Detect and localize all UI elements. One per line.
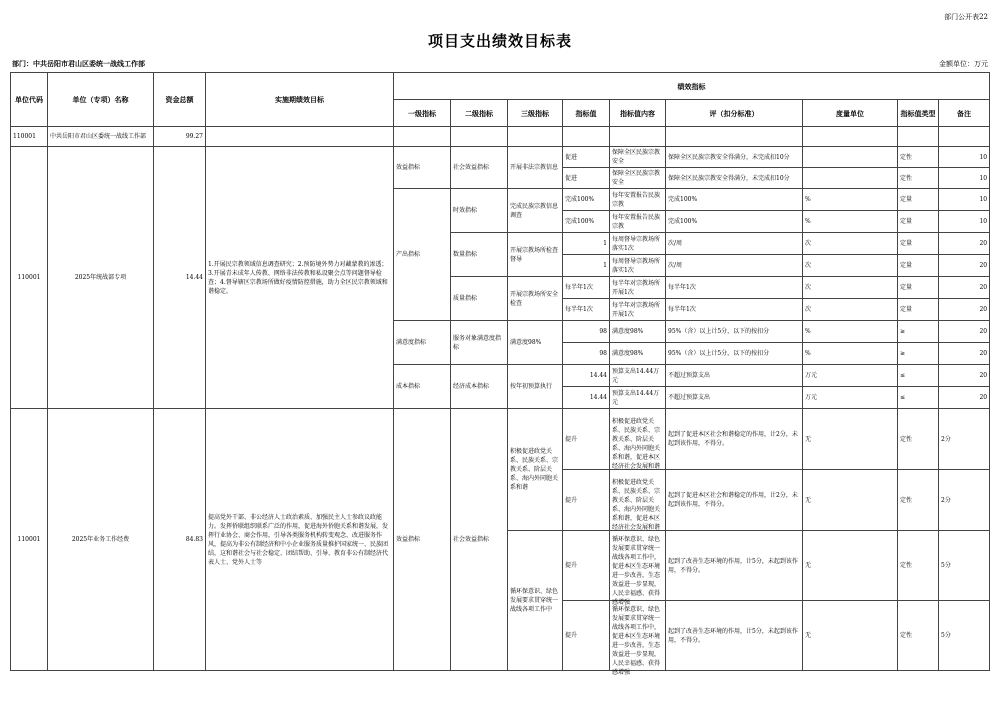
cell-content: 保障全区民族宗教安全 (610, 168, 666, 189)
p1-l2-service: 服务对象满意度指标 (451, 321, 508, 365)
cell-note: 20 (939, 387, 990, 409)
summary-name: 中共岳阳市君山区委统一战线工作部 (48, 127, 154, 147)
cell-content: 每半年对宗教场所开展1次 (610, 277, 666, 299)
cell-measure: % (803, 343, 898, 365)
summary-code: 110001 (11, 127, 48, 147)
cell-type: ≥ (898, 321, 939, 343)
p2-l3-b: 循环保意识、绿色发展要求贯穿统一战线各项工作中 (508, 531, 563, 671)
p1-l3-f: 按年初预算执行 (508, 365, 563, 409)
cell-measure: 无 (803, 601, 898, 671)
header-measure: 度量单位 (803, 100, 898, 127)
cell-value: 14.44 (563, 365, 610, 387)
cell-value: 1 (563, 255, 610, 277)
cell-type: 定性 (898, 147, 939, 168)
cell-scoring: 不超过预算支出 (666, 387, 803, 409)
p1-l2-time: 时效指标 (451, 189, 508, 233)
header-scoring: 评（扣分标准） (666, 100, 803, 127)
cell-scoring: 完成100% (666, 211, 803, 233)
cell-scoring: 保障全区民族宗教安全得满分，未完成扣10分 (666, 168, 803, 189)
header-type: 指标值类型 (898, 100, 939, 127)
cell-content: 积极促进政党关系、民族关系、宗教关系、阶层关系、海内外同胞关系和谐，促进本区经济社会发展和谐 (612, 418, 661, 470)
cell-note: 2分 (939, 409, 990, 470)
cell-scoring: 每半年1次 (666, 299, 803, 321)
p1-l2-quantity: 数量指标 (451, 233, 508, 277)
cell-measure (803, 168, 898, 189)
cell-value: 完成100% (563, 189, 610, 211)
project1-name: 2025年统战部专项 (48, 147, 154, 409)
p1-l1-effect: 效益指标 (394, 147, 451, 189)
table-row (11, 409, 990, 470)
cell-measure: % (803, 211, 898, 233)
header-content: 指标值内容 (610, 100, 666, 127)
cell-note: 20 (939, 255, 990, 277)
cell-value: 促进 (563, 147, 610, 168)
cell-type: 定量 (898, 233, 939, 255)
cell-measure: 无 (803, 531, 898, 601)
cell-content: 预算支出14.44万元 (610, 365, 666, 387)
cell-note: 20 (939, 233, 990, 255)
cell-scoring: 完成100% (666, 189, 803, 211)
cell-scoring: 次/周 (666, 255, 803, 277)
cell-value: 98 (563, 321, 610, 343)
p2-l1: 效益指标 (394, 409, 451, 671)
page-title: 项目支出绩效目标表 (427, 32, 572, 50)
cell-content: 每周督导宗教场所落实1次 (610, 255, 666, 277)
header-note: 备注 (939, 100, 990, 127)
cell-scoring: 起到了改善生态环境的作用，计5分，未起到该作用，不得分。 (666, 601, 803, 671)
cell-type: 定量 (898, 189, 939, 211)
cell-type: 定性 (898, 531, 939, 601)
cell-type: 定性 (898, 168, 939, 189)
p1-l3-c: 开展宗教场所检查督导 (508, 233, 563, 277)
p1-l2-quality: 质量指标 (451, 277, 508, 321)
cell-type: 定量 (898, 277, 939, 299)
cell-measure: 无 (803, 470, 898, 531)
cell-scoring: 95%（含）以上计5分，以下的按扣分 (666, 343, 803, 365)
project2-funds: 84.83 (154, 409, 206, 671)
cell-measure: 次 (803, 233, 898, 255)
performance-table (10, 72, 990, 676)
project1-funds: 14.44 (154, 147, 206, 409)
cell-content: 积极促进政党关系、民族关系、宗教关系、阶层关系、海内外同胞关系和谐，促进本区经济社会发展和谐 (612, 479, 661, 531)
cell-content: 循环保意识、绿色发展要求贯穿统一战线各项工作中，促进本区生态环境进一步改善，生态效益进一步显现，人民幸福感、获得感增强 (612, 535, 661, 606)
cell-value: 1 (563, 233, 610, 255)
cell-scoring: 保障全区民族宗教安全得满分，未完成扣10分 (666, 147, 803, 168)
cell-measure: 次 (803, 255, 898, 277)
project1-code: 110001 (11, 147, 48, 409)
cell-type: 定性 (898, 601, 939, 671)
cell-type: 定量 (898, 255, 939, 277)
header-value: 指标值 (563, 100, 610, 127)
cell-value: 完成100% (563, 211, 610, 233)
project2-code: 110001 (11, 409, 48, 671)
cell-note: 5分 (939, 601, 990, 671)
cell-measure (803, 147, 898, 168)
cell-type: ≥ (898, 343, 939, 365)
cell-measure: 次 (803, 277, 898, 299)
p2-l2: 社会效益指标 (451, 409, 508, 671)
cell-note: 20 (939, 321, 990, 343)
cell-note: 2分 (939, 470, 990, 531)
cell-value: 提升 (563, 409, 610, 470)
cell-scoring: 95%（含）以上计5分，以下的按扣分 (666, 321, 803, 343)
department-label: 部门：中共岳阳市君山区委统一战线工作部 (12, 59, 145, 68)
amount-unit-label: 金额单位：万元 (939, 60, 988, 68)
summary-funds: 99.27 (154, 127, 206, 147)
project2-name: 2025年业务工作经费 (48, 409, 154, 671)
cell-note: 5分 (939, 531, 990, 601)
header-row-1 (11, 73, 990, 100)
cell-note: 20 (939, 299, 990, 321)
p2-l3-a: 积极促进政党关系、民族关系、宗教关系、阶层关系、海内外同胞关系和谐 (508, 409, 563, 531)
cell-value: 提升 (563, 601, 610, 671)
cell-measure: % (803, 321, 898, 343)
cell-note: 20 (939, 343, 990, 365)
cell-content: 满意度98% (610, 321, 666, 343)
cell-measure: 万元 (803, 365, 898, 387)
p1-l2-economic: 经济成本指标 (451, 365, 508, 409)
cell-content: 满意度98% (610, 343, 666, 365)
cell-type: ≤ (898, 387, 939, 409)
cell-type: 定性 (898, 409, 939, 470)
summary-row (11, 127, 990, 147)
header-level2: 二级指标 (451, 100, 508, 127)
cell-content: 预算支出14.44万元 (610, 387, 666, 409)
header-indicators: 绩效指标 (394, 73, 990, 100)
form-number: 部门公开表22 (944, 13, 988, 21)
p1-l1-cost: 成本指标 (394, 365, 451, 409)
cell-note: 20 (939, 277, 990, 299)
cell-value: 14.44 (563, 387, 610, 409)
cell-content: 循环保意识、绿色发展要求贯穿统一战线各项工作中，促进本区生态环境进一步改善，生态效益进一步显现，人民幸福感、获得感增强 (612, 605, 661, 676)
cell-value: 每半年1次 (563, 277, 610, 299)
p1-l2-social: 社会效益指标 (451, 147, 508, 189)
cell-type: 定性 (898, 470, 939, 531)
cell-note: 10 (939, 189, 990, 211)
cell-scoring: 起到了促进本区社会和谐稳定的作用，计2分，未起到该作用，不得分。 (666, 409, 803, 470)
cell-type: 定量 (898, 299, 939, 321)
p1-l1-satisfaction: 满意度指标 (394, 321, 451, 365)
p1-l1-output: 产出指标 (394, 189, 451, 321)
header-unit-name: 单位（专项）名称 (48, 73, 154, 127)
cell-note: 20 (939, 365, 990, 387)
cell-content: 保障全区民族宗教安全 (610, 147, 666, 168)
project1-goal: 1.开展民宗教领域信息调查研究；2.预防境外势力对藏蒙教的渗透；3.开展青未成年人传教、网络非法传教和私设聚会点等问题督导检查；4.督导辖区宗教场所做好疫情防控措施，助力全区民宗教领域和谐稳定。 (206, 147, 394, 409)
cell-scoring: 次/周 (666, 233, 803, 255)
header-goal: 实施期绩效目标 (206, 73, 394, 127)
cell-value: 促进 (563, 168, 610, 189)
cell-note: 10 (939, 211, 990, 233)
cell-type: 定量 (898, 211, 939, 233)
header-unit-code: 单位代码 (11, 73, 48, 127)
cell-scoring: 不超过预算支出 (666, 365, 803, 387)
cell-scoring: 每半年1次 (666, 277, 803, 299)
p1-l3-a: 开展非法宗教信息 (508, 147, 563, 189)
cell-measure: 次 (803, 299, 898, 321)
cell-content: 每半年对宗教场所开展1次 (610, 299, 666, 321)
header-level1: 一级指标 (394, 100, 451, 127)
cell-scoring: 起到了改善生态环境的作用，计5分，未起到该作用，不得分。 (666, 531, 803, 601)
cell-content: 每年安置报告民族宗教 (610, 211, 666, 233)
p1-l3-e: 满意度98% (508, 321, 563, 365)
cell-scoring: 起到了促进本区社会和谐稳定的作用，计2分，未起到该作用，不得分。 (666, 470, 803, 531)
cell-type: ≤ (898, 365, 939, 387)
cell-value: 提升 (563, 470, 610, 531)
table-row (11, 147, 990, 168)
cell-value: 提升 (563, 531, 610, 601)
cell-note: 10 (939, 168, 990, 189)
header-level3: 三级指标 (508, 100, 563, 127)
p1-l3-b: 完成民族宗教信息调查 (508, 189, 563, 233)
cell-note: 10 (939, 147, 990, 168)
project2-goal: 提高党外干部、非公经济人士政治素质、加强民主人士参政议政能力。发挥侨联组织联系广泛的作用，促进海外侨胞关系和谐发展，发挥行业协会、商会作用，引导各类服务机构转变观念、改进服务作风，提高为非公有制经济和中小企业服务质量推护国家统一、民族团结，这和谐社会与社会稳定、团结帮助、引导、教育非公有制经济代表人士、党外人士等 (206, 409, 394, 671)
cell-content: 每周督导宗教场所落实1次 (610, 233, 666, 255)
p1-l3-d: 开展宗教场所安全检查 (508, 277, 563, 321)
cell-value: 98 (563, 343, 610, 365)
cell-measure: 万元 (803, 387, 898, 409)
cell-measure: % (803, 189, 898, 211)
cell-value: 每半年1次 (563, 299, 610, 321)
cell-measure: 无 (803, 409, 898, 470)
header-total-funds: 资金总额 (154, 73, 206, 127)
cell-content: 每年安置报告民族宗教 (610, 189, 666, 211)
summary-goal (206, 127, 394, 147)
